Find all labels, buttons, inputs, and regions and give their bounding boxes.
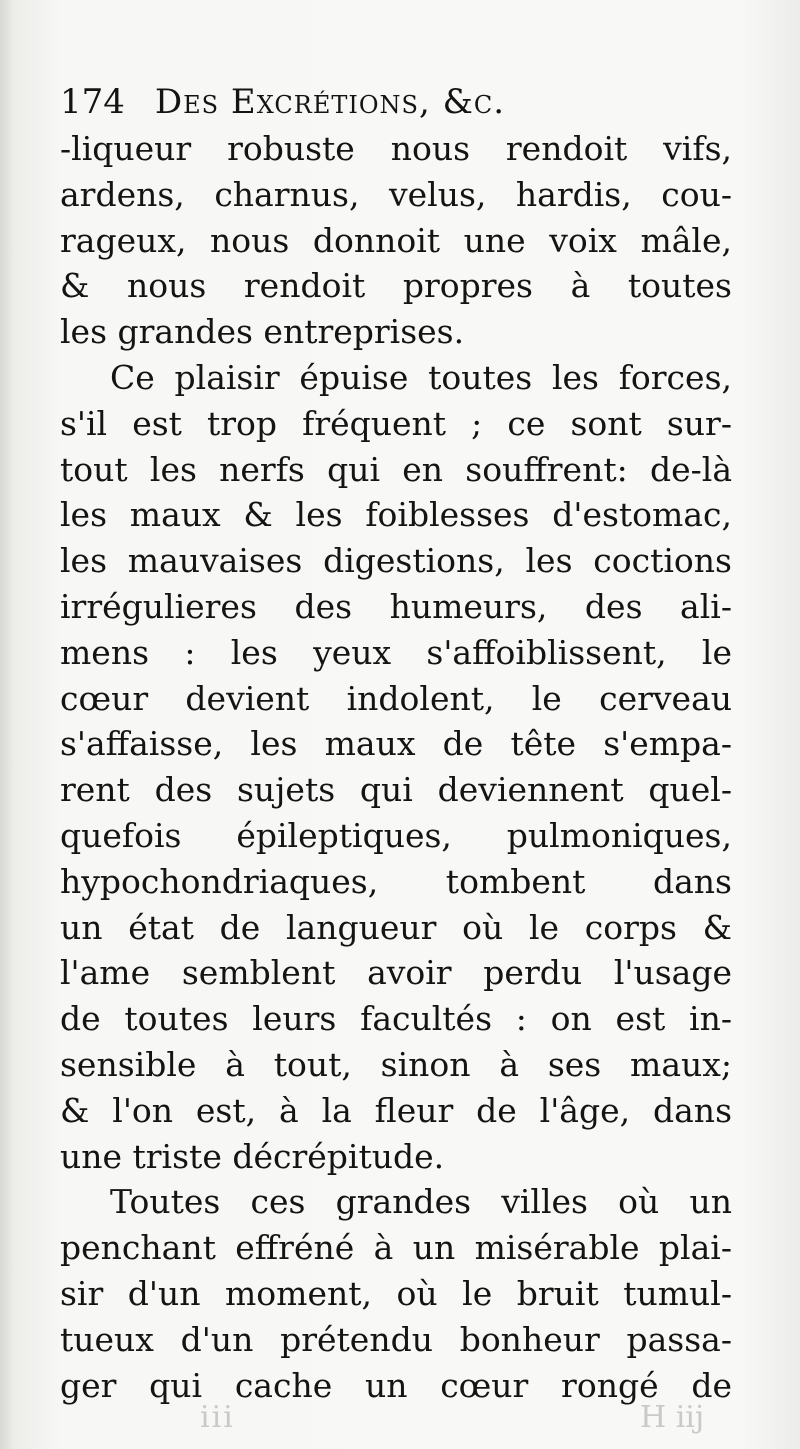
text-line: s'affaisse, les maux de tête s'empa-: [60, 724, 732, 764]
text-line: l'ame semblent avoir perdu l'usage: [60, 953, 732, 993]
page-text: [60, 78, 732, 1408]
text-line: sensible à tout, sinon à ses maux;: [60, 1044, 732, 1084]
text-line: les maux & les foiblesses d'estomac,: [60, 495, 732, 535]
text-line: mens : les yeux s'affoiblissent, le: [60, 632, 732, 672]
text-line: tueux d'un prétendu bonheur passa-: [60, 1319, 732, 1359]
text-line: & l'on est, à la fleur de l'âge, dans: [60, 1090, 732, 1130]
text-line: rent des sujets qui deviennent quel-: [60, 770, 732, 810]
text-line: irrégulieres des humeurs, des ali-: [60, 586, 732, 626]
text-line: penchant effréné à un misérable plai-: [60, 1228, 732, 1268]
text-line: cœur devient indolent, le cerveau: [60, 678, 732, 718]
running-title: Des Excrétions, &c.: [154, 82, 506, 122]
text-line: sir d'un moment, où le bruit tumul-: [60, 1273, 732, 1313]
text-line: un état de langueur où le corps &: [60, 907, 732, 947]
text-line: ger qui cache un cœur rongé de: [60, 1365, 732, 1405]
text-line: quefois épileptiques, pulmoniques,: [60, 815, 732, 855]
text-line: de toutes leurs facultés : on est in-: [60, 999, 732, 1039]
text-line: les mauvaises digestions, les coctions: [60, 541, 732, 581]
bleed-through-signature-left: iii: [200, 1400, 235, 1435]
text-line: les grandes entreprises.: [60, 312, 465, 352]
running-header: [60, 78, 732, 126]
bleed-through-signature-right: H iij: [640, 1400, 705, 1435]
page-gutter-shadow: [0, 0, 14, 1449]
text-line: rageux, nous donnoit une voix mâle,: [60, 220, 732, 260]
paragraph-start-line: Toutes ces grandes villes où un: [110, 1182, 732, 1222]
text-line: hypochondriaques, tombent dans: [60, 861, 732, 901]
text-line: tout les nerfs qui en souffrent: de-là: [60, 449, 732, 489]
text-line: & nous rendoit propres à toutes: [60, 266, 732, 306]
text-line: ardens, charnus, velus, hardis, cou-: [60, 174, 732, 214]
text-line: s'il est trop fréquent ; ce sont sur-: [60, 403, 732, 443]
paragraph-start-line: Ce plaisir épuise toutes les forces,: [110, 357, 732, 397]
page-number: 174: [60, 82, 125, 122]
text-line: une triste décrépitude.: [60, 1136, 445, 1176]
text-line: -liqueur robuste nous rendoit vifs,: [60, 129, 732, 168]
